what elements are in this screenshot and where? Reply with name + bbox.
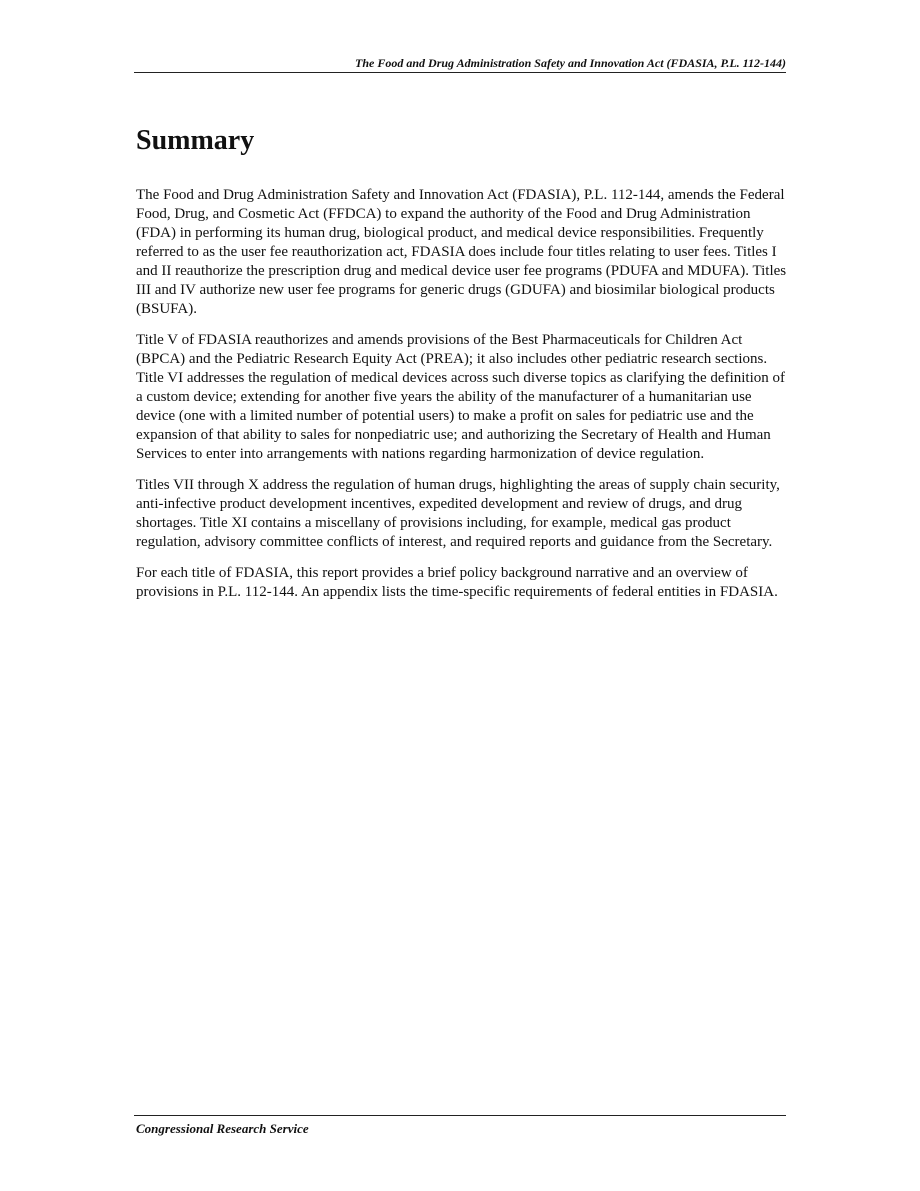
summary-paragraph-3: Titles VII through X address the regulation of human drugs, highlighting the areas of supply chain security, anti-infective product development incentives, expedited development and review of drugs, and drug shortages. Title XI contains a miscellany of provisions including, for example, medical gas product regulation, advisory committee conflicts of interest, and required reports and guidance from the Secretary.	[136, 477, 780, 550]
footer-divider	[134, 1115, 786, 1116]
summary-paragraph-1: The Food and Drug Administration Safety and Innovation Act (FDASIA), P.L. 112-144, amends the Federal Food, Drug, and Cosmetic Act (FFDCA) to expand the authority of the Food and Drug Administration (FDA) in performing its human drug, biological product, and medical device responsibilities. Frequently referred to as the user fee reauthorization act, FDASIA does include four titles relating to user fees. Titles I and II reauthorize the prescription drug and medical device user fee programs (PDUFA and MDUFA). Titles III and IV authorize new user fee programs for generic drugs (GDUFA) and biosimilar biological products (BSUFA).	[136, 187, 787, 317]
summary-paragraph-2: Title V of FDASIA reauthorizes and amends provisions of the Best Pharmaceuticals for Children Act (BPCA) and the Pediatric Research Equity Act (PREA); it also includes other pediatric research sections. Title VI addresses the regulation of medical devices across such diverse topics as clarifying the definition of a custom device; extending for another five years the ability of the manufacturer of a humanitarian use device (one with a limited number of potential users) to make a profit on sales for pediatric use and the expansion of that ability to sales for nonpediatric use; and authorizing the Secretary of Health and Human Services to enter into arrangements with nations regarding harmonization of device regulation.	[136, 332, 785, 462]
header-divider	[134, 72, 786, 73]
running-header: The Food and Drug Administration Safety and Innovation Act (FDASIA, P.L. 112-144)	[355, 56, 786, 70]
page-title: Summary	[136, 125, 255, 156]
page-content	[136, 123, 788, 614]
running-footer: Congressional Research Service	[136, 1121, 309, 1136]
summary-paragraph-4: For each title of FDASIA, this report provides a brief policy background narrative and an overview of provisions in P.L. 112-144. An appendix lists the time-specific requirements of federal entities in FDASIA.	[136, 565, 778, 600]
